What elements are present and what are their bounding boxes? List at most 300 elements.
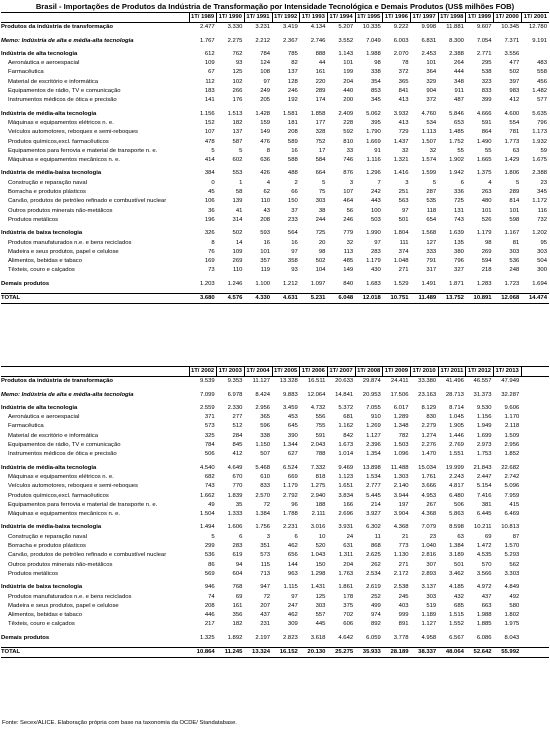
value-cell: 3.231 — [255, 24, 271, 31]
value-cell: 1.513 — [227, 110, 243, 117]
value-cell: 1.651 — [338, 483, 354, 490]
value-cell: 6.445 — [476, 511, 492, 518]
row-label: Carvão, produtos de petróleo refinado e combustível nuclear — [8, 198, 167, 205]
value-cell: 636 — [260, 157, 271, 164]
row-label: Borracha e produtos plásticos — [8, 189, 86, 196]
value-cell: 520 — [315, 543, 326, 550]
value-cell: 174 — [315, 97, 326, 104]
value-cell: 557 — [315, 612, 326, 619]
row-label: Memo: Indústria de alta e média-alta tecnologia — [1, 391, 134, 398]
value-cell: 208 — [260, 216, 271, 223]
value-cell: 1.472 — [476, 543, 492, 550]
value-cell: 32 — [346, 239, 354, 246]
value-cell: 55.992 — [494, 648, 522, 658]
value-cell: 841 — [398, 88, 409, 95]
value-cell: 1.179 — [476, 230, 492, 237]
value-cell: 2.771 — [476, 50, 492, 57]
value-cell: 3.556 — [504, 50, 520, 57]
value-cell: 1.761 — [421, 473, 437, 480]
value-cell: 840 — [343, 280, 354, 287]
value-cell: 6.480 — [449, 492, 464, 499]
year-header: 1T/ 1996 — [383, 13, 411, 23]
value-cell: 271 — [398, 561, 409, 568]
value-cell: 492 — [509, 593, 520, 600]
row-label: Máquinas e equipamentos elétricos n. e. — [8, 473, 114, 480]
value-cell: 1.446 — [449, 432, 464, 439]
value-cell: 1.507 — [421, 138, 437, 145]
row-mfgne — [1, 593, 549, 602]
row-label: TOTAL — [1, 294, 189, 304]
value-cell: 2.409 — [338, 110, 354, 117]
row-vehic — [1, 482, 549, 491]
value-cell: 1.581 — [283, 110, 298, 117]
row-textile — [1, 266, 549, 275]
value-cell: 2.243 — [449, 473, 464, 480]
value-cell: 111 — [399, 239, 409, 246]
value-cell: 13.898 — [362, 464, 381, 471]
value-cell: 2.625 — [366, 552, 381, 559]
value-cell: 526 — [481, 216, 492, 223]
value-cell: 663 — [481, 602, 492, 609]
value-cell: 20.130 — [300, 648, 328, 658]
value-cell: 654 — [426, 216, 437, 223]
row-manufacturing — [1, 23, 549, 33]
value-cell: 974 — [370, 612, 381, 619]
value-cell: 1.043 — [310, 552, 326, 559]
value-cell — [521, 501, 549, 510]
value-cell: 426 — [260, 170, 271, 177]
value-cell: 602 — [232, 157, 243, 164]
value-cell: 1.048 — [393, 258, 409, 265]
value-cell: 653 — [454, 119, 464, 126]
value-cell: 1.665 — [476, 157, 492, 164]
value-cell: 4.368 — [421, 511, 437, 518]
row-label: Produtos químicos,excl. farmacêuticos — [8, 138, 109, 145]
value-cell: 437 — [260, 612, 271, 619]
value-cell: 577 — [537, 97, 547, 104]
value-cell: 137 — [287, 69, 298, 76]
value-cell: 47.949 — [501, 378, 520, 385]
value-cell: 502 — [232, 230, 243, 237]
value-cell: 5 — [322, 179, 326, 186]
row-office — [1, 78, 549, 87]
value-cell: 7.049 — [366, 37, 381, 44]
value-cell: 445 — [315, 621, 326, 628]
row-label: Produtos manufaturados n.e. e bens reciclados — [8, 239, 132, 246]
value-cell: 2.570 — [255, 492, 271, 499]
value-cell: 1.790 — [366, 129, 381, 136]
value-cell: 477 — [509, 60, 520, 67]
value-cell — [521, 473, 549, 482]
value-cell: 97 — [401, 207, 409, 214]
value-cell: 506 — [454, 501, 464, 508]
value-cell: 11.488 — [390, 464, 409, 471]
value-cell: 818 — [315, 473, 326, 480]
value-cell: 507 — [260, 451, 271, 458]
value-cell: 5.154 — [476, 483, 492, 490]
row-label: Equipamentos de rádio, TV e comunicação — [8, 442, 121, 449]
value-cell: 1.246 — [227, 280, 243, 287]
value-cell: 2.396 — [366, 442, 381, 449]
year-header: 1T/ 1992 — [272, 13, 300, 23]
year-header: 1T/ 1993 — [300, 13, 328, 23]
value-cell: 502 — [509, 69, 520, 76]
value-cell: 365 — [260, 414, 271, 421]
row-chem — [1, 492, 549, 501]
value-cell: 1.988 — [366, 50, 381, 57]
value-cell: 506 — [204, 451, 215, 458]
value-cell: 6.524 — [283, 464, 298, 471]
value-cell: 5 — [211, 147, 215, 154]
value-cell: 354 — [370, 78, 381, 85]
row-instr — [1, 450, 549, 459]
year-header: 1T/ 2008 — [355, 367, 383, 377]
imports-table-2002-2013 — [1, 366, 549, 658]
value-cell: 910 — [370, 414, 381, 421]
value-cell: 3.931 — [338, 524, 354, 531]
year-header: 1T/ 2011 — [438, 367, 466, 377]
value-cell: 670 — [232, 473, 243, 480]
value-cell: 430 — [370, 267, 381, 274]
value-cell: 1.202 — [532, 230, 547, 237]
value-cell: 2.111 — [311, 511, 326, 518]
value-cell: 395 — [370, 119, 381, 126]
value-cell: 682 — [204, 473, 215, 480]
value-cell: 1.806 — [504, 170, 520, 177]
year-header: 1T/ 2003 — [217, 367, 245, 377]
value-cell: 15.034 — [418, 464, 437, 471]
row-coke — [1, 551, 549, 560]
value-cell: 14.474 — [521, 294, 549, 304]
value-cell: 9.353 — [227, 378, 243, 385]
value-cell: 11.489 — [411, 294, 439, 304]
value-cell: 124 — [260, 60, 271, 67]
value-cell: 48.064 — [438, 648, 466, 658]
value-cell: 303 — [537, 248, 547, 255]
value-cell: 283 — [370, 248, 381, 255]
value-cell: 868 — [370, 543, 381, 550]
value-cell: 4.972 — [476, 584, 492, 591]
value-cell — [521, 510, 549, 519]
value-cell: 242 — [370, 189, 381, 196]
value-cell: 2.956 — [504, 442, 520, 449]
value-cell: 4.631 — [272, 294, 300, 304]
value-cell: 150 — [315, 561, 326, 568]
value-cell: 1.669 — [366, 138, 381, 145]
value-cell: 2.792 — [283, 492, 298, 499]
value-cell: 2.172 — [393, 570, 409, 577]
value-cell: 755 — [315, 423, 326, 430]
value-cell: 35 — [235, 501, 243, 508]
value-cell: 131 — [454, 207, 464, 214]
value-cell: 244 — [315, 216, 326, 223]
value-cell: 573 — [204, 423, 215, 430]
row-radio — [1, 441, 549, 450]
value-cell: 380 — [454, 248, 464, 255]
value-cell — [521, 464, 549, 473]
value-cell — [521, 482, 549, 491]
value-cell: 5.062 — [366, 110, 381, 117]
row-rubber — [1, 542, 549, 551]
value-cell: 1.599 — [421, 170, 437, 177]
value-cell: 2.619 — [366, 584, 381, 591]
value-cell: 1.942 — [449, 170, 464, 177]
value-cell: 501 — [398, 216, 409, 223]
value-cell: 1.470 — [421, 451, 437, 458]
value-cell: 6.469 — [504, 511, 520, 518]
value-cell: 5 — [239, 147, 243, 154]
value-cell: 891 — [398, 621, 409, 628]
row-other — [1, 634, 549, 643]
value-cell: 127 — [426, 239, 437, 246]
value-cell: 7.079 — [421, 524, 437, 531]
value-cell: 456 — [537, 78, 547, 85]
value-cell: 414 — [204, 157, 215, 164]
value-cell: 1.116 — [366, 157, 381, 164]
value-cell: 333 — [426, 248, 437, 255]
value-cell: 101 — [260, 248, 271, 255]
value-cell: 1.839 — [227, 492, 243, 499]
value-cell: 963 — [287, 570, 298, 577]
value-cell: 791 — [426, 258, 437, 265]
value-cell: 72 — [263, 501, 271, 508]
value-cell: 488 — [287, 170, 298, 177]
value-cell: 69 — [485, 533, 492, 540]
value-cell: 365 — [398, 78, 409, 85]
value-cell: 3.834 — [338, 492, 354, 499]
value-cell: 1.097 — [310, 280, 326, 287]
value-cell: 833 — [260, 483, 271, 490]
value-cell: 8.300 — [449, 37, 464, 44]
value-cell: 3.618 — [310, 634, 326, 641]
header-row — [1, 367, 549, 377]
row-label: Construção e reparação naval — [8, 533, 87, 540]
value-cell: 437 — [481, 593, 492, 600]
row-label: Demais produtos — [1, 280, 50, 287]
value-cell: 13.328 — [279, 378, 298, 385]
row-mech — [1, 156, 549, 165]
value-cell: 587 — [232, 138, 243, 145]
value-cell: 1.675 — [532, 157, 547, 164]
value-cell: 2.696 — [338, 511, 354, 518]
value-cell: 10.751 — [383, 294, 411, 304]
value-cell: 476 — [260, 138, 271, 145]
value-cell: 8.424 — [255, 391, 271, 398]
value-cell: 485 — [343, 258, 354, 265]
value-cell: 22.682 — [501, 464, 520, 471]
value-cell: 10.335 — [362, 24, 381, 31]
year-header: 1T/ 2007 — [327, 367, 355, 377]
value-cell: 1.482 — [532, 88, 547, 95]
value-cell: 20.633 — [335, 378, 354, 385]
value-cell: 21.843 — [473, 464, 492, 471]
row-label: Borracha e produtos plásticos — [8, 543, 86, 550]
row-rail — [1, 147, 549, 156]
value-cell: 4.953 — [421, 492, 437, 499]
value-cell: 1.303 — [393, 473, 409, 480]
value-cell: 161 — [232, 602, 243, 609]
value-cell: 62 — [263, 189, 271, 196]
value-cell: 248 — [509, 267, 520, 274]
row-label: Instrumentos médicos de ótica e precisão — [8, 451, 117, 458]
value-cell: 197 — [398, 501, 409, 508]
row-mlow — [1, 169, 549, 178]
value-cell: 2.816 — [421, 552, 437, 559]
value-cell: 9.998 — [421, 24, 437, 31]
value-cell: 43 — [263, 207, 271, 214]
value-cell: 37 — [291, 207, 298, 214]
value-cell: 770 — [232, 483, 243, 490]
row-label: Produtos da indústria de transformação — [1, 24, 113, 31]
value-cell: 31.373 — [473, 391, 492, 398]
value-cell: 1.485 — [449, 129, 464, 136]
value-cell: 1.885 — [476, 621, 492, 628]
value-cell: 1.354 — [366, 451, 381, 458]
value-cell: 3 — [405, 179, 409, 186]
value-cell: 2.559 — [199, 404, 215, 411]
value-cell: 326 — [204, 230, 215, 237]
year-header: 1T/ 2000 — [494, 13, 522, 23]
value-cell: 664 — [315, 170, 326, 177]
year-header — [521, 367, 549, 377]
value-cell: 5.468 — [255, 464, 271, 471]
value-cell: 1.491 — [421, 280, 437, 287]
value-cell: 4.600 — [504, 110, 520, 117]
row-label: Produtos metálicos — [8, 570, 59, 577]
value-cell: 101 — [426, 60, 437, 67]
value-cell: 97 — [374, 239, 381, 246]
value-cell — [521, 422, 549, 431]
value-cell: 24 — [346, 533, 354, 540]
value-cell: 1.763 — [338, 570, 354, 577]
value-cell: 1.988 — [476, 612, 492, 619]
value-cell: 842 — [343, 432, 354, 439]
value-cell: 110 — [260, 198, 271, 205]
value-cell: 4.134 — [310, 24, 326, 31]
value-cell: 1.113 — [421, 129, 437, 136]
row-nonmet — [1, 561, 549, 570]
value-cell: 93 — [235, 60, 243, 67]
row-label: Material de escritório e informática — [8, 78, 99, 85]
value-cell: 9.539 — [199, 378, 215, 385]
value-cell: 245 — [398, 593, 409, 600]
value-cell: 3 — [349, 179, 354, 186]
value-cell: 72 — [263, 593, 271, 600]
value-cell: 3.462 — [449, 570, 464, 577]
value-cell: 36 — [208, 207, 215, 214]
year-header: 1T/ 1990 — [217, 13, 245, 23]
year-header: 1T/ 2001 — [521, 13, 549, 23]
value-cell: 6.059 — [366, 634, 381, 641]
value-cell: 14.841 — [335, 391, 354, 398]
value-cell: 95 — [540, 239, 547, 246]
value-cell: 2.777 — [366, 483, 381, 490]
value-cell: 781 — [509, 129, 520, 136]
value-cell: 3.680 — [189, 294, 217, 304]
value-cell: 4.535 — [476, 552, 492, 559]
value-cell: 444 — [454, 69, 464, 76]
value-cell — [521, 441, 549, 450]
value-cell: 1.802 — [504, 612, 520, 619]
value-cell: 681 — [343, 414, 354, 421]
value-cell: 2.447 — [476, 473, 492, 480]
value-cell: 1.504 — [199, 511, 215, 518]
value-cell: 1.269 — [366, 423, 381, 430]
value-cell: 271 — [398, 267, 409, 274]
value-cell: 303 — [509, 248, 520, 255]
value-cell: 502 — [315, 258, 326, 265]
value-cell: 1.568 — [421, 230, 437, 237]
value-cell: 9.607 — [476, 24, 492, 31]
value-cell — [521, 413, 549, 422]
year-header: 1T/ 1991 — [244, 13, 272, 23]
row-label: TOTAL — [1, 648, 189, 658]
value-cell: 743 — [204, 483, 215, 490]
value-cell: 892 — [370, 621, 381, 628]
value-cell: 78 — [401, 60, 409, 67]
value-cell: 309 — [287, 621, 298, 628]
value-cell: 2.956 — [255, 404, 271, 411]
row-label: Farmacêutica — [8, 423, 44, 430]
row-label: Máquinas e equipamentos mecânicos n. e. — [8, 157, 120, 164]
value-cell: 1.283 — [476, 280, 492, 287]
row-label: Têxteis, couro e calçados — [8, 621, 75, 628]
value-cell: 1.170 — [504, 414, 520, 421]
year-header: 1T/ 2002 — [189, 367, 217, 377]
value-cell: 141 — [204, 97, 215, 104]
value-cell — [521, 404, 549, 413]
row-low — [1, 583, 549, 592]
value-cell: 1.040 — [421, 543, 437, 550]
value-cell: 1.509 — [504, 432, 520, 439]
value-cell: 249 — [260, 88, 271, 95]
value-cell: 336 — [454, 189, 464, 196]
year-header: 1T/ 2005 — [272, 367, 300, 377]
value-cell: 3.778 — [393, 634, 409, 641]
value-cell: 63 — [457, 533, 464, 540]
value-cell: 125 — [232, 69, 243, 76]
value-cell: 746 — [343, 157, 354, 164]
value-cell: 233 — [287, 216, 298, 223]
value-cell: 1.130 — [393, 552, 409, 559]
value-cell: 413 — [398, 119, 409, 126]
value-cell: 3.016 — [310, 524, 326, 531]
value-cell: 553 — [232, 170, 243, 177]
value-cell: 1.534 — [366, 473, 381, 480]
value-cell: 4.540 — [199, 464, 215, 471]
value-cell: 1.127 — [421, 621, 437, 628]
value-cell: 462 — [287, 612, 298, 619]
value-cell: 98 — [318, 248, 326, 255]
value-cell: 2.197 — [255, 634, 271, 641]
value-cell: 2.043 — [310, 442, 326, 449]
value-cell: 2.231 — [283, 524, 298, 531]
value-cell: 32 — [401, 147, 409, 154]
value-cell: 6.567 — [449, 634, 464, 641]
value-cell: 1.723 — [504, 280, 520, 287]
value-cell: 1.311 — [338, 552, 354, 559]
year-header: 1T/ 2010 — [411, 367, 439, 377]
value-cell: 374 — [398, 248, 409, 255]
row-label: Memo: Indústria de alta e média-alta tecnologia — [1, 37, 134, 44]
value-cell: 1.431 — [310, 584, 326, 591]
value-cell: 176 — [232, 97, 243, 104]
value-cell: 1.289 — [393, 414, 409, 421]
value-cell: 303 — [426, 593, 437, 600]
row-label: Têxteis, couro e calçados — [8, 267, 75, 274]
value-cell: 1.321 — [393, 157, 409, 164]
value-cell: 983 — [509, 88, 520, 95]
